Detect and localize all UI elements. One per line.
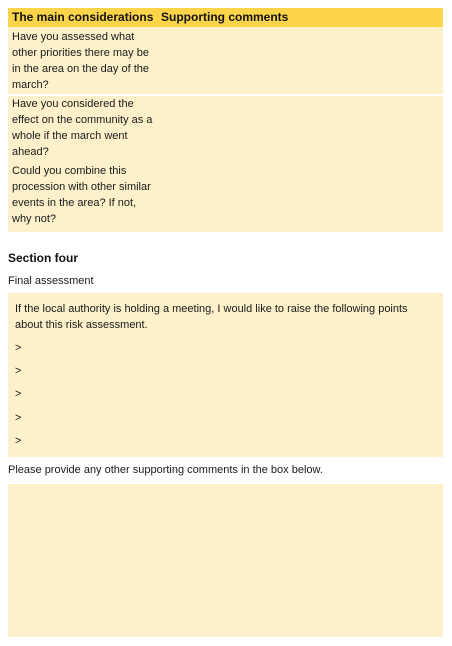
bullet-marker: > [15, 342, 22, 354]
assessment-point[interactable] [15, 411, 21, 425]
table-row [8, 163, 443, 232]
consideration-text: Have you assessed what other priorities there may be in the area on the day of the march? [12, 31, 149, 91]
table-row [8, 96, 443, 163]
bullet-marker: > [15, 435, 22, 447]
supporting-comment-field[interactable] [161, 27, 443, 94]
column-header-supporting-comments: Supporting comments [161, 10, 289, 24]
bullet-marker: > [15, 412, 22, 424]
assessment-point[interactable] [15, 341, 21, 355]
assessment-point[interactable] [15, 387, 21, 401]
section-title: Section four [8, 251, 79, 265]
table-row [8, 27, 443, 94]
consideration-text: Could you combine this procession with other similar events in the area? If not, why not? [12, 165, 151, 225]
section-subtitle: Final assessment [8, 275, 94, 287]
table-header [8, 8, 443, 27]
bullet-marker: > [15, 365, 22, 377]
supporting-comment-field[interactable] [161, 96, 443, 163]
column-header-considerations: The main considerations [12, 10, 154, 24]
assessment-point[interactable] [15, 434, 21, 448]
assessment-intro-text: If the local authority is holding a meeting, I would like to raise the following points about this risk assessment. [15, 303, 408, 331]
comments-prompt: Please provide any other supporting comments in the box below. [8, 464, 323, 476]
bullet-marker: > [15, 388, 22, 400]
supporting-comment-field[interactable] [161, 163, 443, 232]
supporting-comments-box[interactable] [8, 484, 443, 637]
assessment-point[interactable] [15, 364, 21, 378]
final-assessment-box [8, 293, 443, 457]
consideration-text: Have you considered the effect on the community as a whole if the march went ahead? [12, 98, 153, 158]
